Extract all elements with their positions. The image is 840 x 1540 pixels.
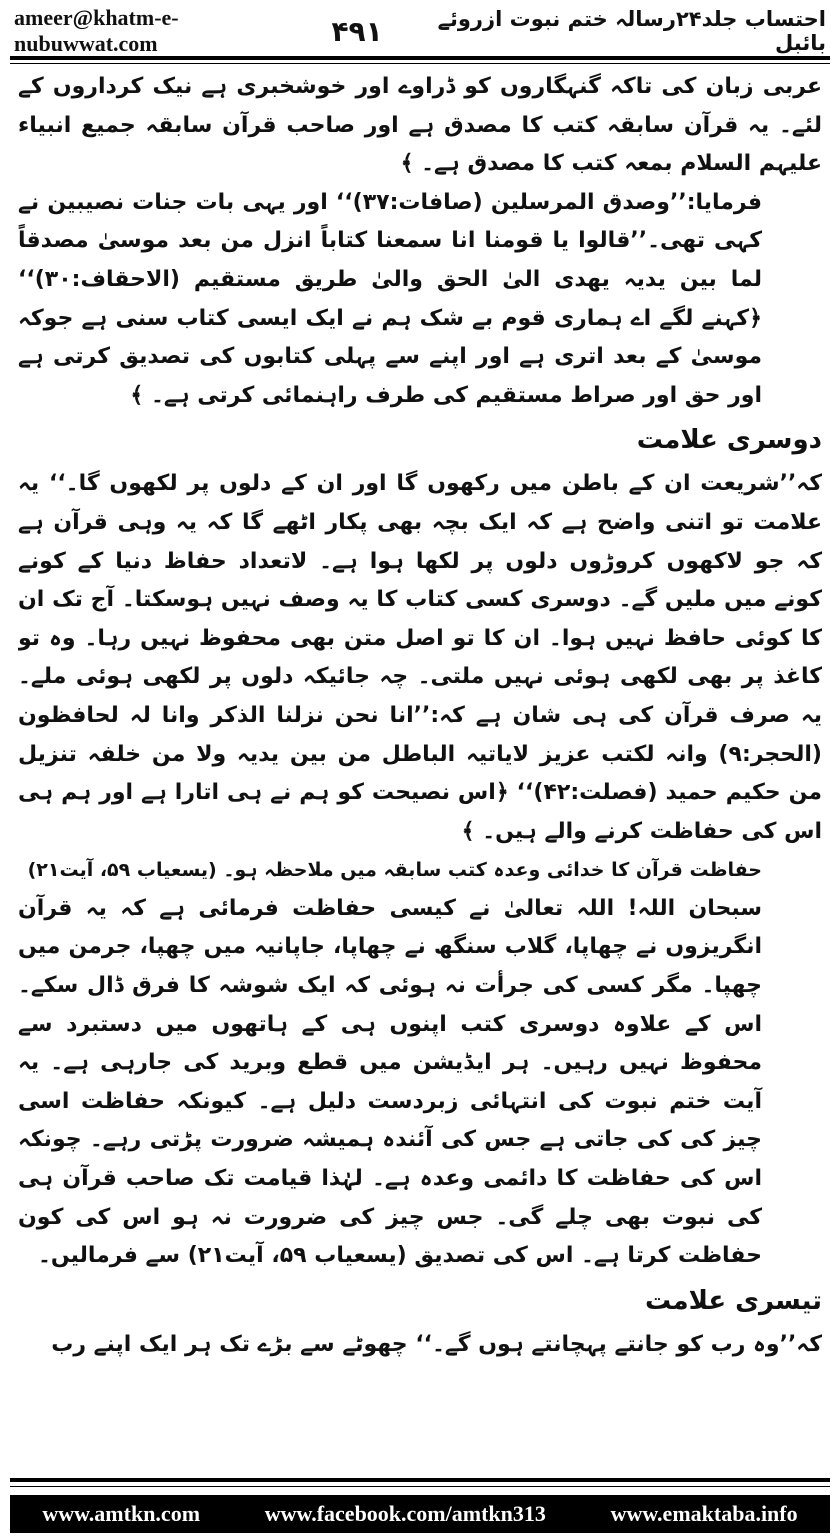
paragraph: کہ’’وہ رب کو جانتے پہچانتے ہوں گے۔‘‘ چھوٹے سے بڑے تک ہر ایک اپنے رب bbox=[51, 1331, 822, 1357]
page-body bbox=[18, 68, 822, 1470]
header-left bbox=[14, 5, 383, 57]
page-footer bbox=[10, 1495, 830, 1533]
page-number: ۴۹۱ bbox=[331, 14, 383, 48]
header-rule-thin bbox=[10, 63, 830, 64]
page-header bbox=[14, 5, 826, 56]
footer-link-facebook[interactable]: www.facebook.com/amtkn313 bbox=[264, 1501, 546, 1526]
footer-rule-thin bbox=[10, 1486, 830, 1487]
paragraph: عربی زبان کی تاکہ گنہگاروں کو ڈراوے اور خوشخبری ہے نیک کرداروں کے لئے۔ یہ قرآن سابقہ کتب کا مصدق ہے اور صاحب قرآن سابقہ جمیع انبیاء علیہم السلام بمعہ کتب کا مصدق ہے۔ ﴾ bbox=[18, 74, 822, 177]
paragraph: فرمایا:’’وصدق المرسلین (صافات:۳۷)‘‘ اور یہی بات جنات نصیبین نے کہی تھی۔’’قالوا یا قومنا انا سمعنا کتاباً انزل من بعد موسیٰ مصدقاً لما بین یدیہ یھدی الیٰ الحق والیٰ طریق مستقیم (الاحقاف:۳۰)‘‘ ﴿کہنے لگے اے ہماری قوم بے شک ہم نے ایک ایسی کتاب سنی ہے جوکہ موسیٰ کے بعد اتری ہے اور اپنے سے پہلی کتابوں کی تصدیق کرتی ہے اور حق اور صراط مستقیم کی طرف راہنمائی کرتی ہے۔ ﴾ bbox=[18, 189, 762, 408]
section-heading: دوسری علامت bbox=[636, 425, 822, 456]
footer-rule bbox=[10, 1478, 830, 1482]
header-email: ameer@khatm-e-nubuwwat.com bbox=[14, 5, 179, 56]
paragraph: کہ’’شریعت ان کے باطن میں رکھوں گا اور ان کے دلوں پر لکھوں گا۔‘‘ یہ علامت تو اتنی واضح ہے کہ ایک بچہ بھی پکار اٹھے گا کہ یہ وہی قرآن ہے کہ جو لاکھوں کروڑوں دلوں پر لکھا ہوا ہے۔ لاتعداد حفاظ دنیا کے کونے کونے میں ملیں گے۔ دوسری کسی کتاب کا یہ وصف نہیں ہوسکتا۔ آج تک ان کا کوئی حافظ نہیں ہوا۔ ان کا تو اصل متن بھی محفوظ نہیں رہا۔ وہ تو کاغذ پر بھی لکھی ہوئی نہیں ملتی۔ چہ جائیکہ دلوں پر لکھی ہوئی ملے۔ یہ صرف قرآن کی ہی شان ہے کہ:’’انا نحن نزلنا الذکر وانا لہ لحافظون (الحجر:۹) وانہ لکتب عزیز لایاتیہ الباطل من بین یدیہ ولا من خلفہ تنزیل من حکیم حمید (فصلت:۴۲)‘‘ ﴿اس نصیحت کو ہم نے ہی اتارا ہے اور ہم ہی اس کی حفاظت کرنے والے ہیں۔ ﴾ bbox=[18, 471, 822, 844]
footer-link-emaktaba[interactable]: www.emaktaba.info bbox=[610, 1501, 798, 1526]
footer-link-amtkn[interactable]: www.amtkn.com bbox=[42, 1501, 201, 1526]
header-rule bbox=[10, 56, 830, 60]
paragraph: سبحان اللہ! اللہ تعالیٰ نے کیسی حفاظت فرمائی ہے کہ یہ قرآن انگریزوں نے چھاپا، گلاب سنگھ نے چھاپا، جاپانیہ میں چھپا، جرمن میں چھپا۔ مگر کسی کی جرأت نہ ہوئی کہ ایک شوشہ کا فرق ڈال سکے۔ اس کے علاوہ دوسری کتب اپنوں ہی کے ہاتھوں میں دستبرد سے محفوظ نہیں رہیں۔ ہر ایڈیشن میں قطع وبرید کی جارہی ہے۔ یہ آیت ختم نبوت کی انتہائی زبردست دلیل ہے۔ کیونکہ حفاظت اسی چیز کی کی جاتی ہے جس کی آئندہ ہمیشہ ضرورت پڑتی رہے۔ چونکہ اس کی حفاظت کا دائمی وعدہ ہے۔ لہٰذا قیامت تک صاحب قرآن ہی کی نبوت بھی چلے گی۔ جس چیز کی ضرورت نہ ہو اس کی کون حفاظت کرتا ہے۔ اس کی تصدیق (یسعیاب ۵۹، آیت۲۱) سے فرمالیں۔ bbox=[18, 895, 762, 1269]
running-title: احتساب جلد۲۴رسالہ ختم نبوت ازروئے بائبل bbox=[437, 7, 826, 55]
section-heading: تیسری علامت bbox=[644, 1285, 822, 1316]
reference-note: حفاظت قرآن کا خدائی وعدہ کتب سابقہ میں ملاحظہ ہو۔ (یسعیاب ۵۹، آیت۲۱) bbox=[27, 859, 762, 882]
